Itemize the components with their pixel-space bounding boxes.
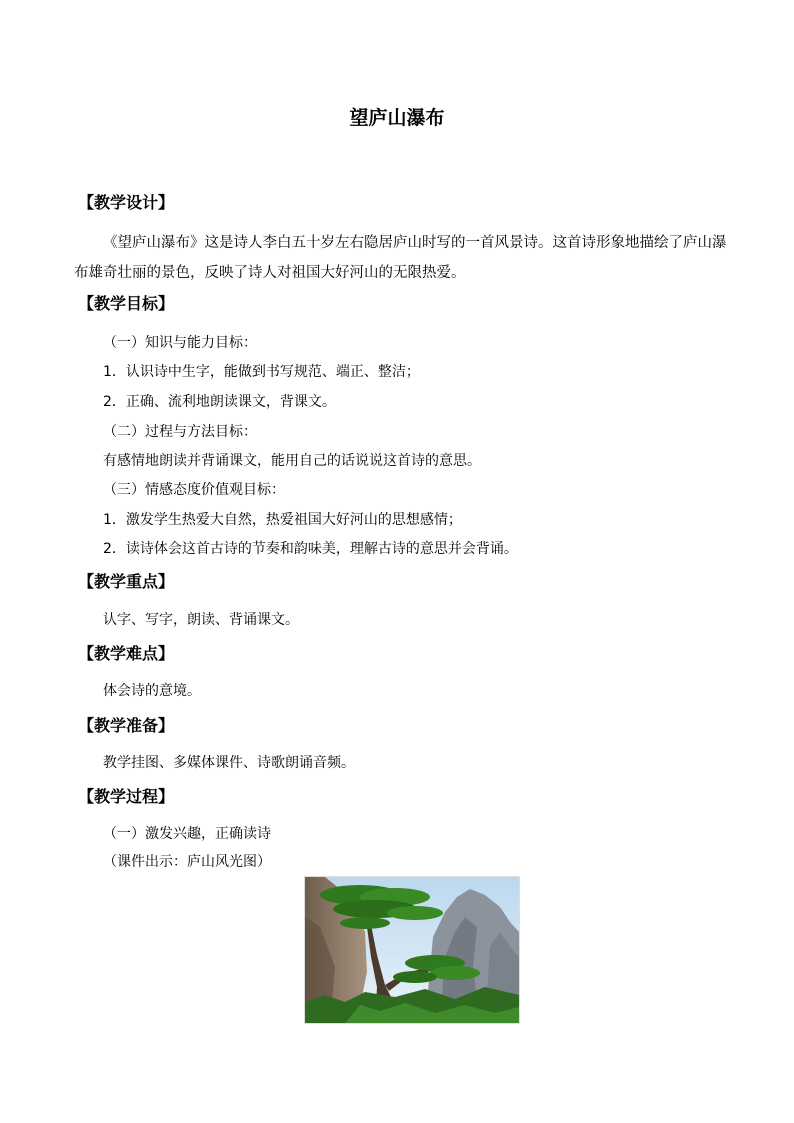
section-heading-goals: 【教学目标】: [78, 294, 175, 313]
goal-line: （三）情感态度价值观目标：: [103, 482, 285, 498]
pine-tree-landscape-photo: [304, 876, 520, 1024]
goal-line: （一）知识与能力目标：: [103, 335, 257, 351]
preparation-text: 教学挂图、多媒体课件、诗歌朗诵音频。: [103, 755, 355, 771]
section-heading-difficulties: 【教学难点】: [78, 644, 175, 663]
difficulties-text: 体会诗的意境。: [103, 683, 201, 699]
design-paragraph: 《望庐山瀑布》这是诗人李白五十岁左右隐居庐山时写的一首风景诗。这首诗形象地描绘了庐山瀑布雄奇壮丽的景色，反映了诗人对祖国大好河山的无限热爱。: [74, 235, 727, 281]
section-heading-keypoints: 【教学重点】: [78, 572, 175, 591]
keypoints-text: 认字、写字，朗读、背诵课文。: [103, 612, 299, 628]
section-heading-process: 【教学过程】: [78, 787, 175, 806]
process-line: （一）激发兴趣，正确读诗: [103, 826, 271, 842]
goal-line: （二）过程与方法目标：: [103, 424, 257, 440]
goal-line: 2．正确、流利地朗读课文，背课文。: [103, 394, 336, 410]
goal-line: 1．认识诗中生字，能做到书写规范、端正、整洁；: [103, 364, 420, 380]
section-heading-design: 【教学设计】: [78, 193, 175, 212]
section-heading-preparation: 【教学准备】: [78, 716, 175, 735]
process-line: （课件出示：庐山风光图）: [103, 854, 271, 870]
page-title: 望庐山瀑布: [349, 107, 445, 129]
pine-tree-landscape-icon: [305, 877, 519, 1023]
goal-line: 1．激发学生热爱大自然，热爱祖国大好河山的思想感情；: [103, 512, 462, 528]
goal-line: 2．读诗体会这首古诗的节奏和韵味美，理解古诗的意思并会背诵。: [103, 541, 518, 557]
goal-line: 有感情地朗读并背诵课文，能用自己的话说说这首诗的意思。: [103, 453, 481, 469]
